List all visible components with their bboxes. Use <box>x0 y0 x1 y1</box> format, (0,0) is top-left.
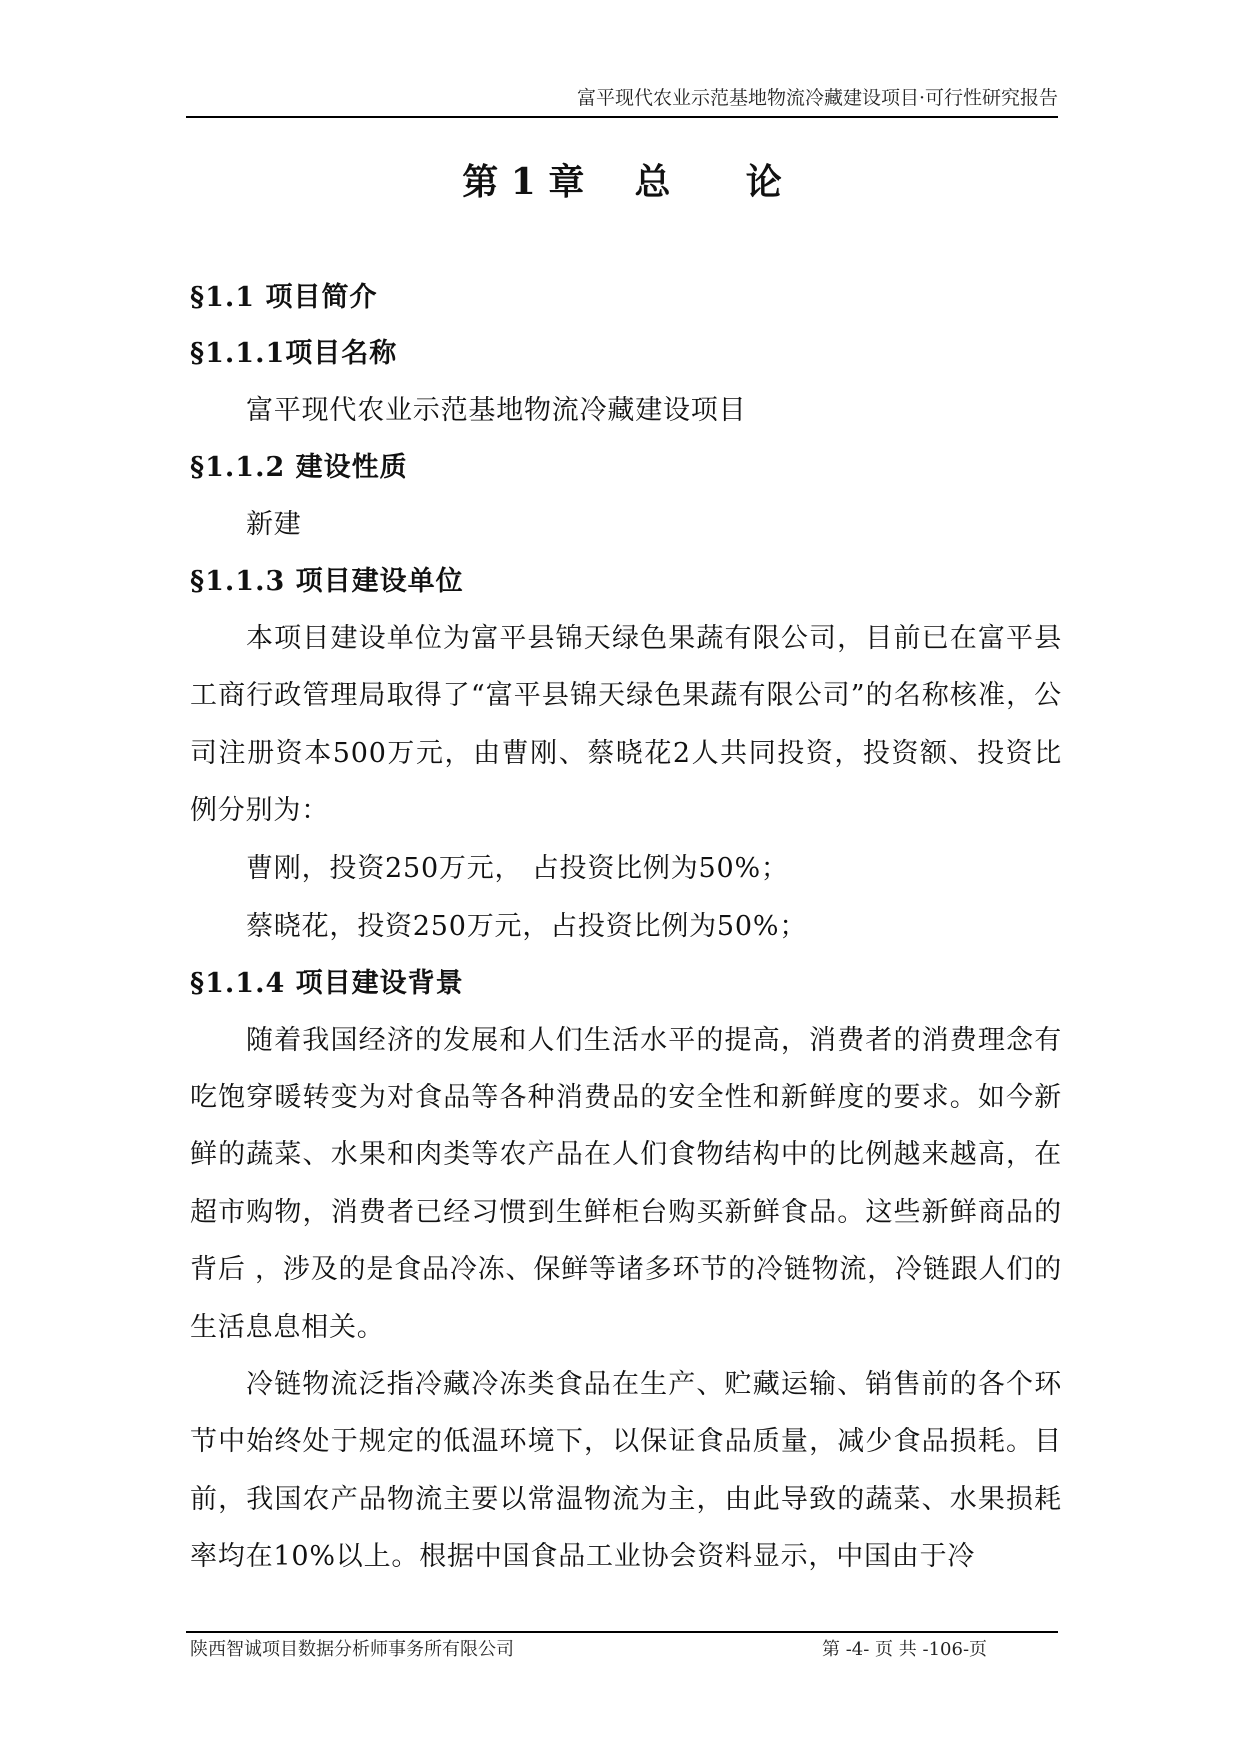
document-body <box>190 270 1062 1586</box>
section-heading-1-1-1: §1.1.1项目名称 <box>190 338 398 369</box>
investor-item-1: 曹刚，投资250万元， 占投资比例为50%； <box>246 852 789 884</box>
section-heading-1-1-4: §1.1.4 项目建设背景 <box>190 967 464 999</box>
background-paragraph-2: 冷链物流泛指冷藏冷冻类食品在生产、贮藏运输、销售前的各个环节中始终处于规定的低温环境下，以保证食品质量，减少食品损耗。目前，我国农产品物流主要以常温物流为主，由此导致的蔬菜、水果损耗率均在10%以上。根据中国食品工业协会资料显示，中国由于冷 <box>190 1369 1062 1573</box>
construction-nature-text: 新建 <box>246 509 302 540</box>
investor-item-2: 蔡晓花，投资250万元，占投资比例为50%； <box>246 910 808 942</box>
construction-unit-paragraph: 本项目建设单位为富平县锦天绿色果蔬有限公司，目前已在富平县工商行政管理局取得了“富平县锦天绿色果蔬有限公司”的名称核准，公司注册资本500万元，由曹刚、蔡晓花2人共同投资，投资额、投资比例分别为： <box>190 623 1062 827</box>
section-heading-1-1: §1.1 项目简介 <box>190 282 378 313</box>
footer-page-number: 第 -4- 页 共 -106-页 <box>822 1639 988 1660</box>
footer-company: 陕西智诚项目数据分析师事务所有限公司 <box>190 1639 514 1660</box>
page-header <box>186 86 1058 118</box>
chapter-title: 第 1 章 总 论 <box>462 161 782 203</box>
project-name-text: 富平现代农业示范基地物流冷藏建设项目 <box>246 395 747 426</box>
section-heading-1-1-2: §1.1.2 建设性质 <box>190 452 408 483</box>
background-paragraph-1: 随着我国经济的发展和人们生活水平的提高，消费者的消费理念有吃饱穿暖转变为对食品等各种消费品的安全性和新鲜度的要求。如今新鲜的蔬菜、水果和肉类等农产品在人们食物结构中的比例越来越高，在超市购物，消费者已经习惯到生鲜柜台购买新鲜食品。这些新鲜商品的背后 ，涉及的是食品冷冻、保鲜等诸多环节的冷链物流，冷链跟人们的生活息息相关。 <box>190 1024 1062 1343</box>
header-title: 富平现代农业示范基地物流冷藏建设项目·可行性研究报告 <box>576 87 1058 109</box>
section-heading-1-1-3: §1.1.3 项目建设单位 <box>190 566 464 597</box>
page-footer <box>186 1631 1058 1667</box>
